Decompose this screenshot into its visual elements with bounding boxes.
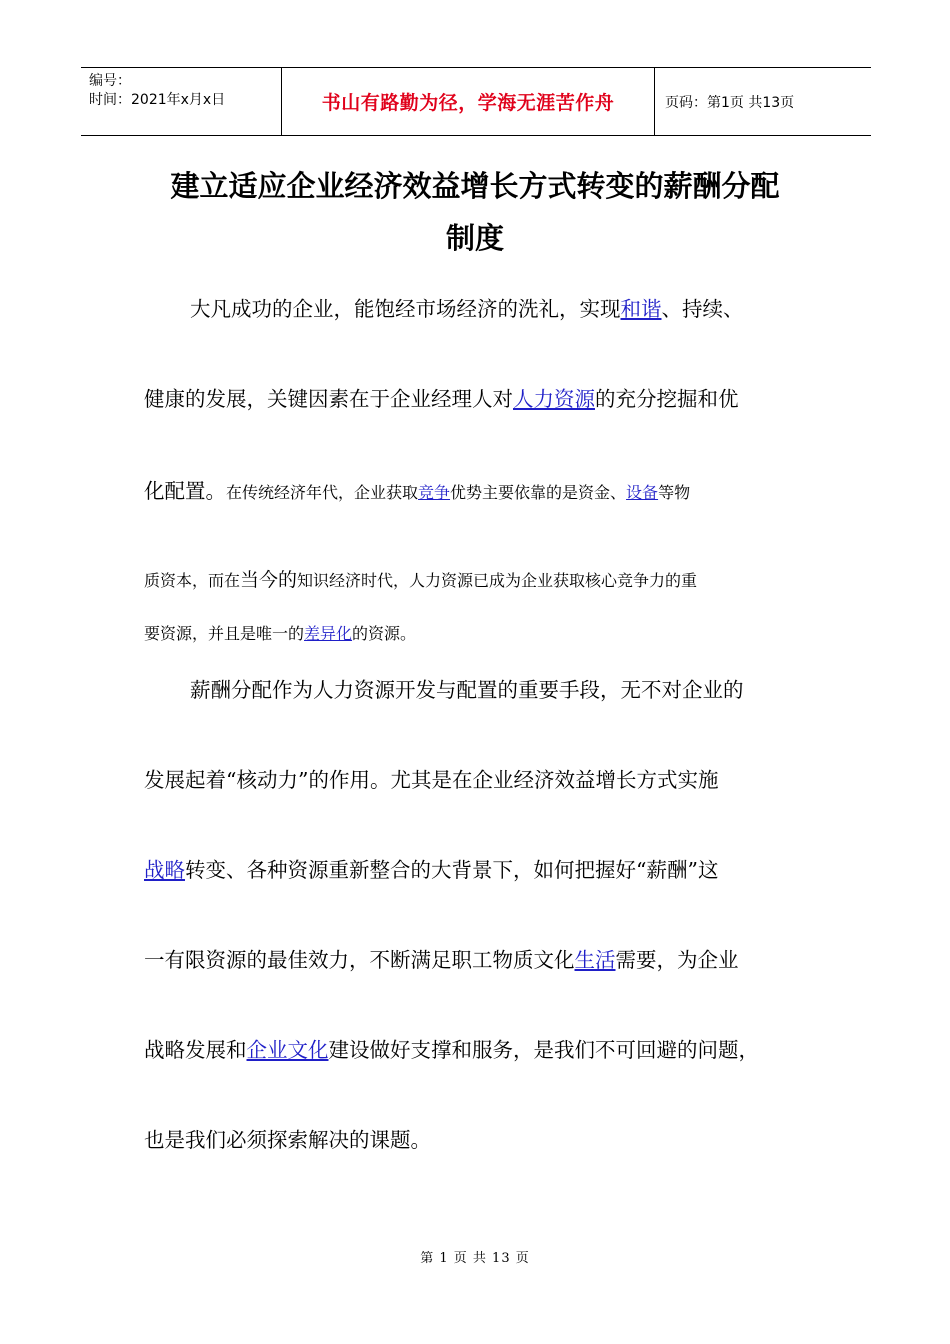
text-span: 知识经济时代，人力资源已成为企业获取核心竞争力的重 (297, 571, 698, 590)
header-page-cell (655, 68, 871, 135)
header-table (81, 67, 871, 136)
text-span: 的资源。 (352, 624, 417, 643)
text-span: 一有限资源的最佳效力，不断满足职工物质文化 (144, 948, 575, 972)
text-span: 、持续、 (661, 297, 744, 321)
link-shenghuo[interactable]: 生活 (574, 948, 616, 972)
paragraph1-line3 (144, 474, 690, 504)
text-span: 等物 (658, 483, 691, 502)
text-span: 化配置。 (144, 479, 226, 503)
time-label: 时间：2021年x月x日 (89, 92, 226, 108)
page-info: 页码：第1页 共13页 (665, 94, 795, 111)
text-span: 优势主要依靠的是资金、 (450, 483, 627, 502)
link-chayihua[interactable]: 差异化 (304, 624, 353, 643)
page-title (140, 160, 810, 264)
header-left-cell (81, 68, 281, 135)
text-span: 转变、各种资源重新整合的大背景下，如何把握好“薪酬”这 (185, 858, 719, 882)
paragraph2-line3 (144, 853, 718, 883)
paragraph2-line6: 也是我们必须探索解决的课题。 (144, 1128, 431, 1152)
link-zhanlue[interactable]: 战略 (144, 858, 185, 882)
paragraph2-line4 (144, 943, 739, 973)
title-line-1: 建立适应企业经济效益增长方式转变的薪酬分配 (170, 169, 780, 203)
paragraph2-line1: 薪酬分配作为人力资源开发与配置的重要手段，无不对企业的 (190, 678, 744, 702)
paragraph1-line1 (190, 292, 744, 322)
paragraph1-line4 (144, 565, 697, 592)
title-line-2: 制度 (445, 221, 504, 255)
link-shebei[interactable]: 设备 (626, 483, 659, 502)
paragraph2-line2: 发展起着“核动力”的作用。尤其是在企业经济效益增长方式实施 (144, 768, 719, 792)
header-motto-cell (281, 68, 655, 135)
paragraph1-line5 (144, 621, 416, 644)
motto-text: 书山有路勤为径，学海无涯苦作舟 (321, 92, 615, 114)
text-span: 在传统经济年代，企业获取 (226, 483, 419, 502)
link-jingzheng[interactable]: 竞争 (418, 483, 451, 502)
text-span: 要资源，并且是唯一的 (144, 624, 305, 643)
text-span: 质资本，而在 (144, 571, 241, 590)
link-hexie[interactable]: 和谐 (620, 297, 662, 321)
text-span: 大凡成功的企业，能饱经市场经济的洗礼，实现 (190, 297, 621, 321)
number-label: 编号： (89, 73, 131, 89)
text-span: 当今的 (240, 569, 298, 591)
page-footer: 第 1 页 共 13 页 (420, 1251, 530, 1266)
text-span: 需要，为企业 (615, 948, 739, 972)
text-span: 健康的发展，关键因素在于企业经理人对 (144, 387, 513, 411)
text-span: 建设做好支撑和服务，是我们不可回避的问题， (328, 1038, 759, 1062)
link-qiyewenhua[interactable]: 企业文化 (246, 1038, 329, 1062)
paragraph1-line2 (144, 382, 739, 412)
text-span: 的充分挖掘和优 (595, 387, 739, 411)
text-span: 战略发展和 (144, 1038, 247, 1062)
link-renliziyuan[interactable]: 人力资源 (513, 387, 595, 411)
paragraph2-line5 (144, 1033, 759, 1063)
